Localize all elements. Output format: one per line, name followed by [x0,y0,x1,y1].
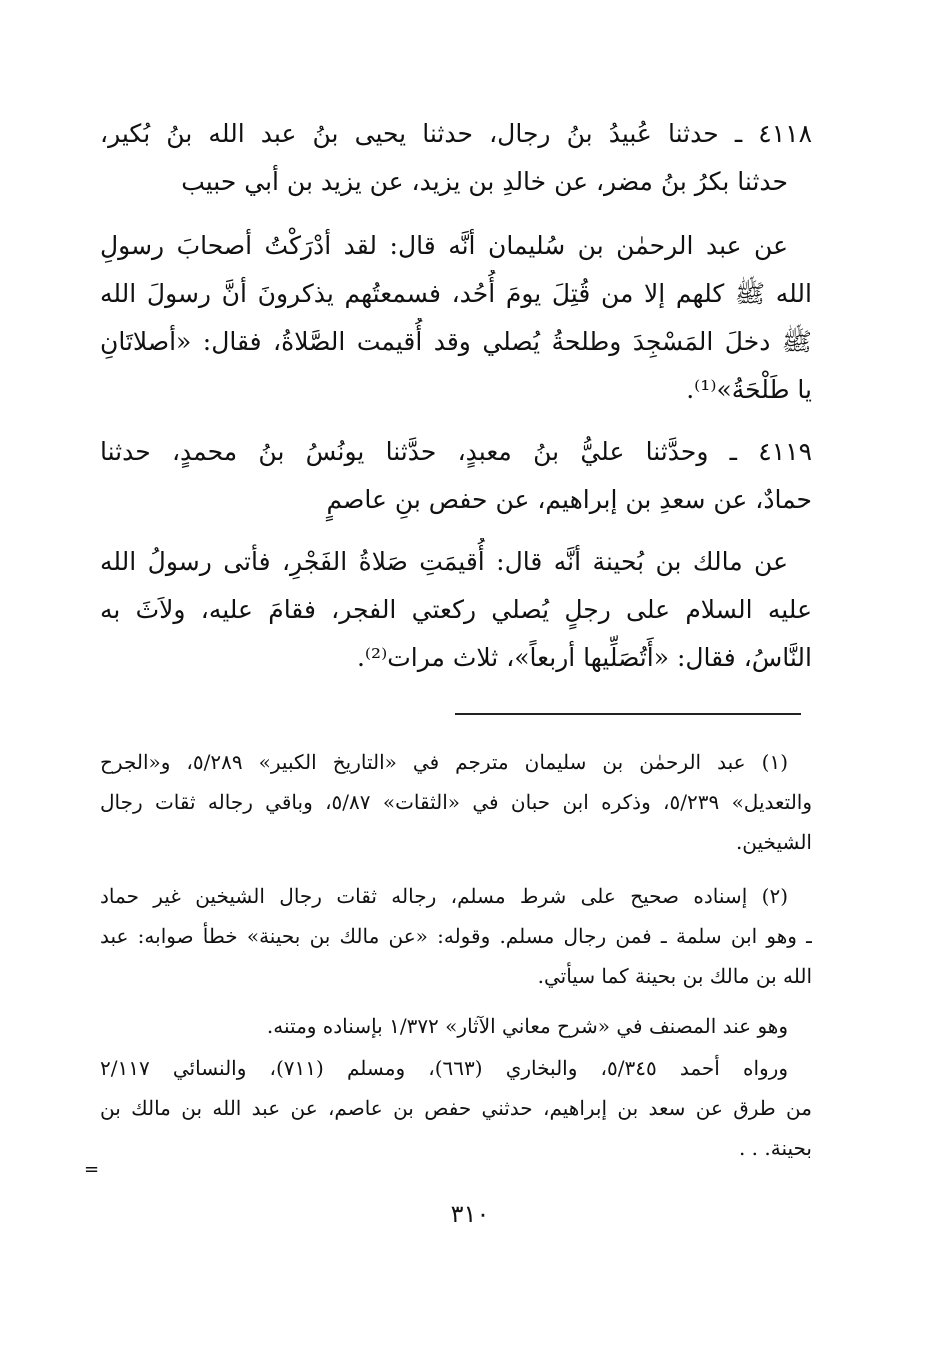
footnote-line: والتعديل» ٥/٢٣٩، وذكره ابن حبان في «الثقات» ٥/٨٧، وباقي رجاله ثقات رجال [100,790,812,814]
hadith-4119-matn [100,538,812,682]
footnote-line: الشيخين. [735,830,812,854]
footnote-1 [100,742,812,862]
footnote-line: الله بن مالك بن بحينة كما سيأتي. [537,964,812,988]
text-line: عليه السلام على رجلٍ يُصلي ركعتي الفجر، فقامَ عليه، ولاَثَ به [100,595,812,624]
text-line: النَّاسُ، فقال: «أَتُصَلِّيها أربعاً»، ثلاث مرات⁽²⁾. [356,643,812,672]
footnote-line: من طرق عن سعد بن إبراهيم، حدثني حفص بن عاصم، عن عبد الله بن مالك بن [100,1096,812,1120]
text-line: يا طَلْحَةُ»⁽¹⁾. [686,375,812,404]
text-line: حمادٌ، عن سعدِ بن إبراهيم، عن حفص بنِ عاصمٍ [326,485,812,514]
text-line: ٤١١٨ ـ حدثنا عُبيدُ بنُ رجال، حدثنا يحيى بنُ عبد الله بنُ بُكير، [100,119,812,148]
text-line: الله ﷺ كلهم إلا من قُتِلَ يومَ أُحُد، فسمعتُهم يذكرونَ أنَّ رسولَ الله [100,279,812,308]
footnote-line: ـ وهو ابن سلمة ـ فمن رجال مسلم. وقوله: «عن مالك بن بحينة» خطأ صوابه: عبد [100,924,812,948]
text-line: ﷺ دخلَ المَسْجِدَ وطلحةُ يُصلي وقد أُقيمت الصَّلاةُ، فقال: «أصلاتَانِ [100,327,812,356]
footnote-2 [100,876,812,996]
footnote-line: وهو عند المصنف في «شرح معاني الآثار» ١/٣٧٢ بإسناده ومتنه. [266,1014,788,1038]
hadith-4118-matn [100,222,812,414]
footnote-separator [455,713,801,715]
text-line: حدثنا بكرُ بنُ مضر، عن خالدِ بن يزيد، عن يزيد بن أبي حبيب [181,167,788,196]
footnote-2-source [100,1006,812,1046]
continuation-mark: = [84,1159,100,1180]
text-line: ٤١١٩ ـ وحدَّثنا عليُّ بنُ معبدٍ، حدَّثنا يونُسُ بنُ محمدٍ، حدثنا [100,437,812,466]
hadith-4119-isnad [100,428,812,524]
footnote-line: (٢) إسناده صحيح على شرط مسلم، رجاله ثقات رجال الشيخين غير حماد [100,884,788,908]
footnote-line: بحينة. . . [738,1136,812,1160]
text-line: عن عبد الرحمٰن بن سُليمان أنَّه قال: لقد أدْرَكْتُ أصحابَ رسولِ [100,231,788,260]
footnote-line: ورواه أحمد ٥/٣٤٥، والبخاري (٦٦٣)، ومسلم (٧١١)، والنسائي ٢/١١٧ [100,1056,788,1080]
footnote-2-sources [100,1048,812,1168]
text-line: عن مالك بن بُحينة أنَّه قال: أُقيمَتِ صَلاةُ الفَجْرِ، فأتى رسولُ الله [100,547,788,576]
footnote-line: (١) عبد الرحمٰن بن سليمان مترجم في «التاريخ الكبير» ٥/٢٨٩، و«الجرح [100,750,788,774]
page-number: ٣١٠ [450,1200,490,1228]
hadith-4118-isnad [100,110,812,206]
